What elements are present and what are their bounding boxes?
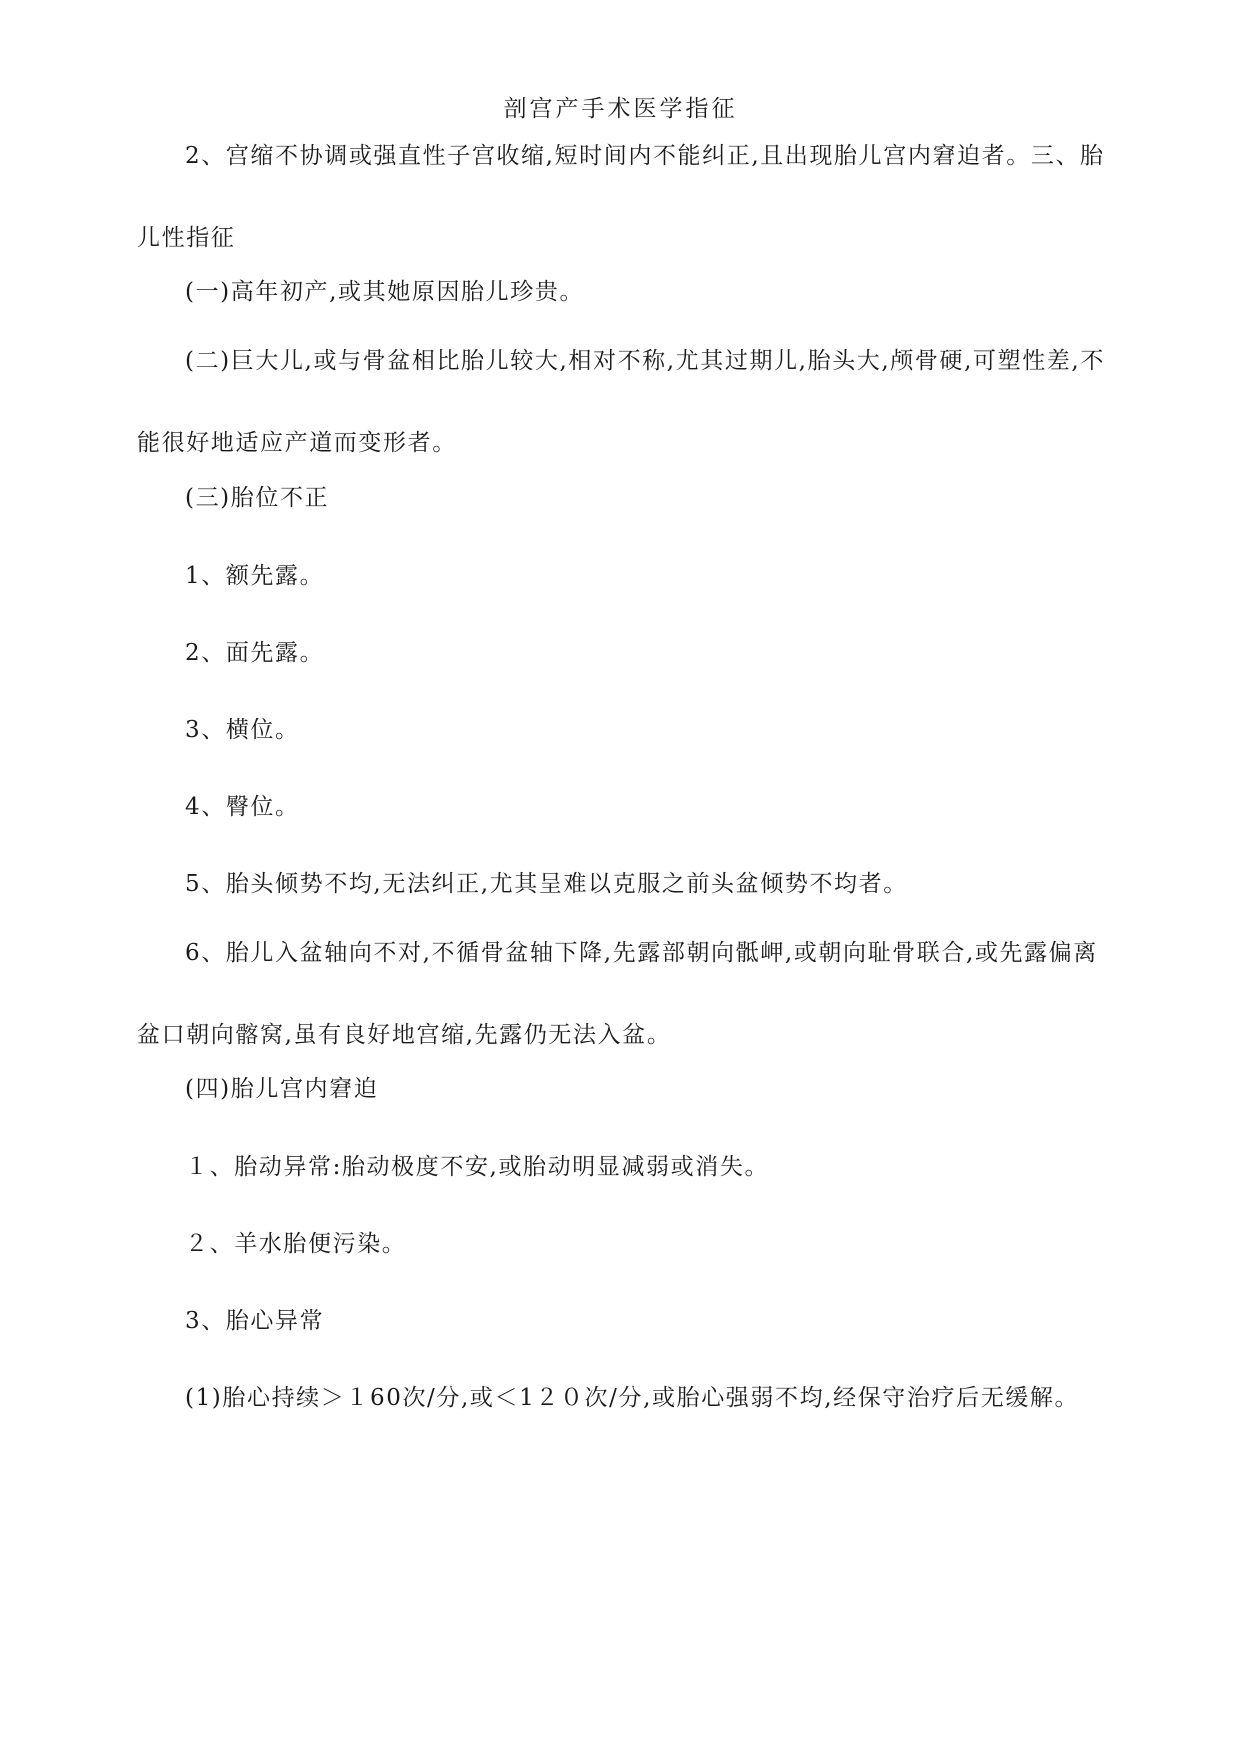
list-item: 1、额先露。 (185, 563, 325, 589)
list-item: 6、胎儿入盆轴向不对,不循骨盆轴下降,先露部朝向骶岬,或朝向耻骨联合,或先露偏离盆口朝向髂窝,虽有良好地宫缩,先露仍无法入盆。 (137, 940, 1098, 1048)
document-title: 剖宫产手术医学指征 (503, 96, 738, 122)
paragraph-section-4-heading: (四)胎儿宫内窘迫 (185, 1076, 379, 1102)
list-item: 2、面先露。 (185, 640, 325, 666)
list-item: 3、横位。 (185, 717, 300, 743)
list-item: ２、羊水胎便污染。 (185, 1231, 407, 1257)
paragraph-section-3-heading: (三)胎位不正 (185, 485, 330, 511)
list-item: １、胎动异常:胎动极度不安,或胎动明显减弱或消失。 (185, 1154, 770, 1180)
paragraph-section-2: (二)巨大儿,或与骨盆相比胎儿较大,相对不称,尤其过期儿,胎头大,颅骨硬,可塑性差,不能很好地适应产道而变形者。 (137, 348, 1105, 456)
list-item: 4、臀位。 (185, 794, 300, 820)
list-item: 5、胎头倾势不均,无法纠正,尤其呈难以克服之前头盆倾势不均者。 (185, 871, 908, 897)
list-item: 3、胎心异常 (185, 1308, 325, 1334)
paragraph-section-1: (一)高年初产,或其她原因胎儿珍贵。 (185, 279, 585, 305)
list-item: (1)胎心持续＞１60次/分,或＜1２０次/分,或胎心强弱不均,经保守治疗后无缓解。 (185, 1385, 1080, 1411)
paragraph-contraction-fetal-indication: 2、宫缩不协调或强直性子宫收缩,短时间内不能纠正,且出现胎儿宫内窘迫者。三、胎儿性指征 (137, 143, 1105, 251)
